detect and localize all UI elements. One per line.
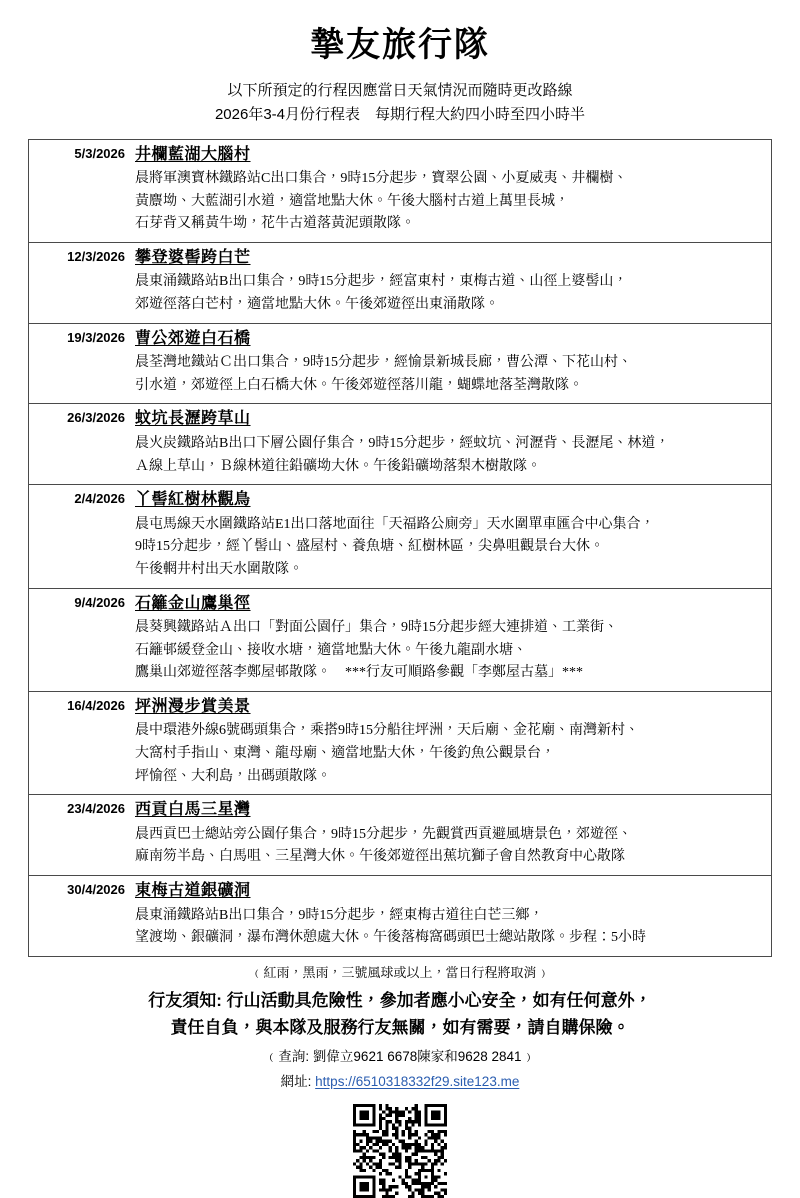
- trip-description: [135, 514, 765, 582]
- schedule-table: [28, 139, 772, 957]
- safety-notice-line-2: 責任自負，與本隊及服務行友無關，如有需要，請自購保險。: [170, 1017, 630, 1037]
- trip-description: [135, 168, 765, 236]
- trip-date: 9/4/2026: [74, 594, 125, 610]
- document-masthead: [0, 0, 800, 127]
- trip-description: [135, 271, 765, 316]
- website-label: 網址:: [280, 1073, 316, 1089]
- trip-title: 蚊坑長瀝跨草山: [135, 410, 251, 428]
- trip-description: [135, 433, 765, 478]
- trip-details: [133, 588, 772, 691]
- trip-details: [133, 485, 772, 588]
- trip-description-line: 晨葵興鐵路站Ａ出口「對面公園仔」集合，9時15分起步經大連排道、工業街、: [135, 620, 618, 635]
- trip-description-line: 晨中環港外線6號碼頭集合，乘搭9時15分船往坪洲，天后廟、金花廟、南灣新村、: [135, 723, 639, 739]
- trip-date: 5/3/2026: [74, 145, 125, 161]
- trip-title: 丫髻紅樹林觀鳥: [135, 491, 251, 509]
- trip-description-line: 鷹巢山郊遊徑落李鄭屋邨散隊。 ***行友可順路參觀「李鄭屋古墓」***: [135, 665, 583, 681]
- trip-description-line: 石籬邨緩登金山、接收水塘，適當地點大休。午後九龍副水塘、: [135, 642, 527, 658]
- contact-info: ﹙查詢: 劉偉立9621 6678陳家和9628 2841﹚: [264, 1049, 536, 1065]
- trip-title: 東梅古道銀礦洞: [135, 882, 251, 900]
- trip-description-line: 晨荃灣地鐵站Ｃ出口集合，9時15分起步，經愉景新城長廊，曹公潭、下花山村、: [135, 355, 632, 371]
- trip-date: 16/4/2026: [67, 698, 125, 714]
- trip-description-line: 坪愉徑、大利島，出碼頭散隊。: [135, 768, 331, 784]
- trip-description-line: 晨將軍澳寶林鐵路站C出口集合，9時15分起步，寶翠公園、小夏威夷、井欄樹、: [135, 170, 628, 186]
- trip-date: 19/3/2026: [67, 329, 125, 345]
- website-line: [28, 1071, 772, 1093]
- table-row: [29, 876, 772, 957]
- trip-description-line: 晨火炭鐵路站B出口下層公園仔集合，9時15分起步，經蚊坑、河瀝背、長瀝尾、林道，: [135, 435, 670, 451]
- trip-details: [133, 795, 772, 876]
- trip-date: 23/4/2026: [67, 801, 125, 817]
- trip-title: 石籬金山鷹巢徑: [135, 594, 251, 612]
- trip-description-line: 晨西貢巴士總站旁公園仔集合，9時15分起步，先觀賞西貢避風塘景色，郊遊徑、: [135, 826, 632, 842]
- trip-description-line: 午後輞井村出天水圍散隊。: [135, 561, 303, 577]
- schedule-table-body: [29, 139, 772, 956]
- page-title: 摯友旅行隊: [310, 26, 490, 64]
- trip-title: 攀登婆髻跨白芒: [135, 249, 251, 266]
- trip-description-line: 9時15分起步，經丫髻山、盛屋村、養魚塘、紅樹林區，尖鼻咀觀景台大休。: [135, 539, 604, 555]
- table-row: [29, 692, 772, 795]
- trip-details: [133, 323, 772, 404]
- website-link[interactable]: https://6510318332f29.site123.me: [315, 1073, 520, 1089]
- trip-description-line: 晨東涌鐵路站B出口集合，9時15分起步，經富東村，東梅古道、山徑上婆髻山，: [135, 274, 628, 290]
- trip-description-line: 郊遊徑落白芒村，適當地點大休。午後郊遊徑出東涌散隊。: [135, 297, 499, 313]
- table-row: [29, 588, 772, 691]
- trip-description-line: 大窩村手指山、東灣、龍母廟、適當地點大休，午後釣魚公觀景台，: [135, 746, 555, 762]
- table-row: [29, 139, 772, 242]
- table-row: [29, 404, 772, 485]
- trip-description: [135, 824, 765, 869]
- qr-code-container: [28, 1104, 772, 1198]
- trip-date: 26/3/2026: [67, 410, 125, 426]
- trip-description-line: 引水道，郊遊徑上白石橋大休。午後郊遊徑落川龍，蝴蝶地落荃灣散隊。: [135, 377, 583, 393]
- trip-description: [135, 617, 765, 685]
- trip-description-line: Ａ線上草山，Ｂ線林道往鉛礦坳大休。午後鉛礦坳落梨木樹散隊。: [135, 458, 541, 474]
- trip-description: [135, 720, 765, 788]
- trip-details: [133, 692, 772, 795]
- trip-details: [133, 243, 772, 324]
- safety-notice: [28, 987, 772, 1041]
- schedule-table-container: [28, 139, 772, 957]
- trip-date: 12/3/2026: [67, 249, 125, 264]
- weather-cancellation-note: ﹙紅雨，黑雨，三號風球或以上，當日行程將取消﹚: [250, 964, 550, 980]
- trip-title: 西貢白馬三星灣: [135, 801, 251, 819]
- trip-description-line: 晨東涌鐵路站B出口集合，9時15分起步，經東梅古道往白芒三鄉，: [135, 907, 544, 923]
- trip-description-line: 石芽背又稱黃牛坳，花牛古道落黃泥頭散隊。: [135, 216, 415, 232]
- trip-date: 30/4/2026: [67, 882, 125, 898]
- trip-details: [133, 876, 772, 957]
- table-row: [29, 243, 772, 324]
- trip-description-line: 麻南笏半島、白馬咀、三星灣大休。午後郊遊徑出蕉坑獅子會自然教育中心散隊: [135, 849, 625, 865]
- safety-notice-line-1: 行友須知: 行山活動具危險性，參加者應小心安全，如有任何意外，: [148, 990, 652, 1010]
- trip-title: 坪洲漫步賞美景: [135, 698, 251, 716]
- trip-title: 曹公郊遊白石橋: [135, 329, 251, 347]
- trip-description-line: 黃麖坳、大藍湖引水道，適當地點大休。午後大腦村古道上萬里長城，: [135, 193, 569, 209]
- trip-details: [133, 404, 772, 485]
- qr-code-icon: [353, 1104, 447, 1198]
- table-row: [29, 323, 772, 404]
- trip-description: [135, 905, 765, 950]
- trip-description-line: 晨屯馬線天水圍鐵路站E1出口落地面往「天福路公廁旁」天水圍單車匯合中心集合，: [135, 516, 655, 532]
- table-row: [29, 795, 772, 876]
- subtitle-weather-disclaimer: 以下所預定的行程因應當日天氣情況而隨時更改路線: [227, 82, 573, 100]
- trip-date: 2/4/2026: [74, 491, 125, 507]
- trip-description: [135, 352, 765, 397]
- trip-description-line: 望渡坳、銀礦洞，瀑布灣休憩處大休。午後落梅窩碼頭巴士總站散隊。步程：5小時: [135, 930, 646, 946]
- document-footer: [0, 963, 800, 1198]
- trip-details: [133, 139, 772, 242]
- subtitle-period-duration: 2026年3-4月份行程表 每期行程大約四小時至四小時半: [214, 106, 586, 124]
- table-row: [29, 485, 772, 588]
- trip-title: 井欄藍湖大腦村: [135, 145, 251, 163]
